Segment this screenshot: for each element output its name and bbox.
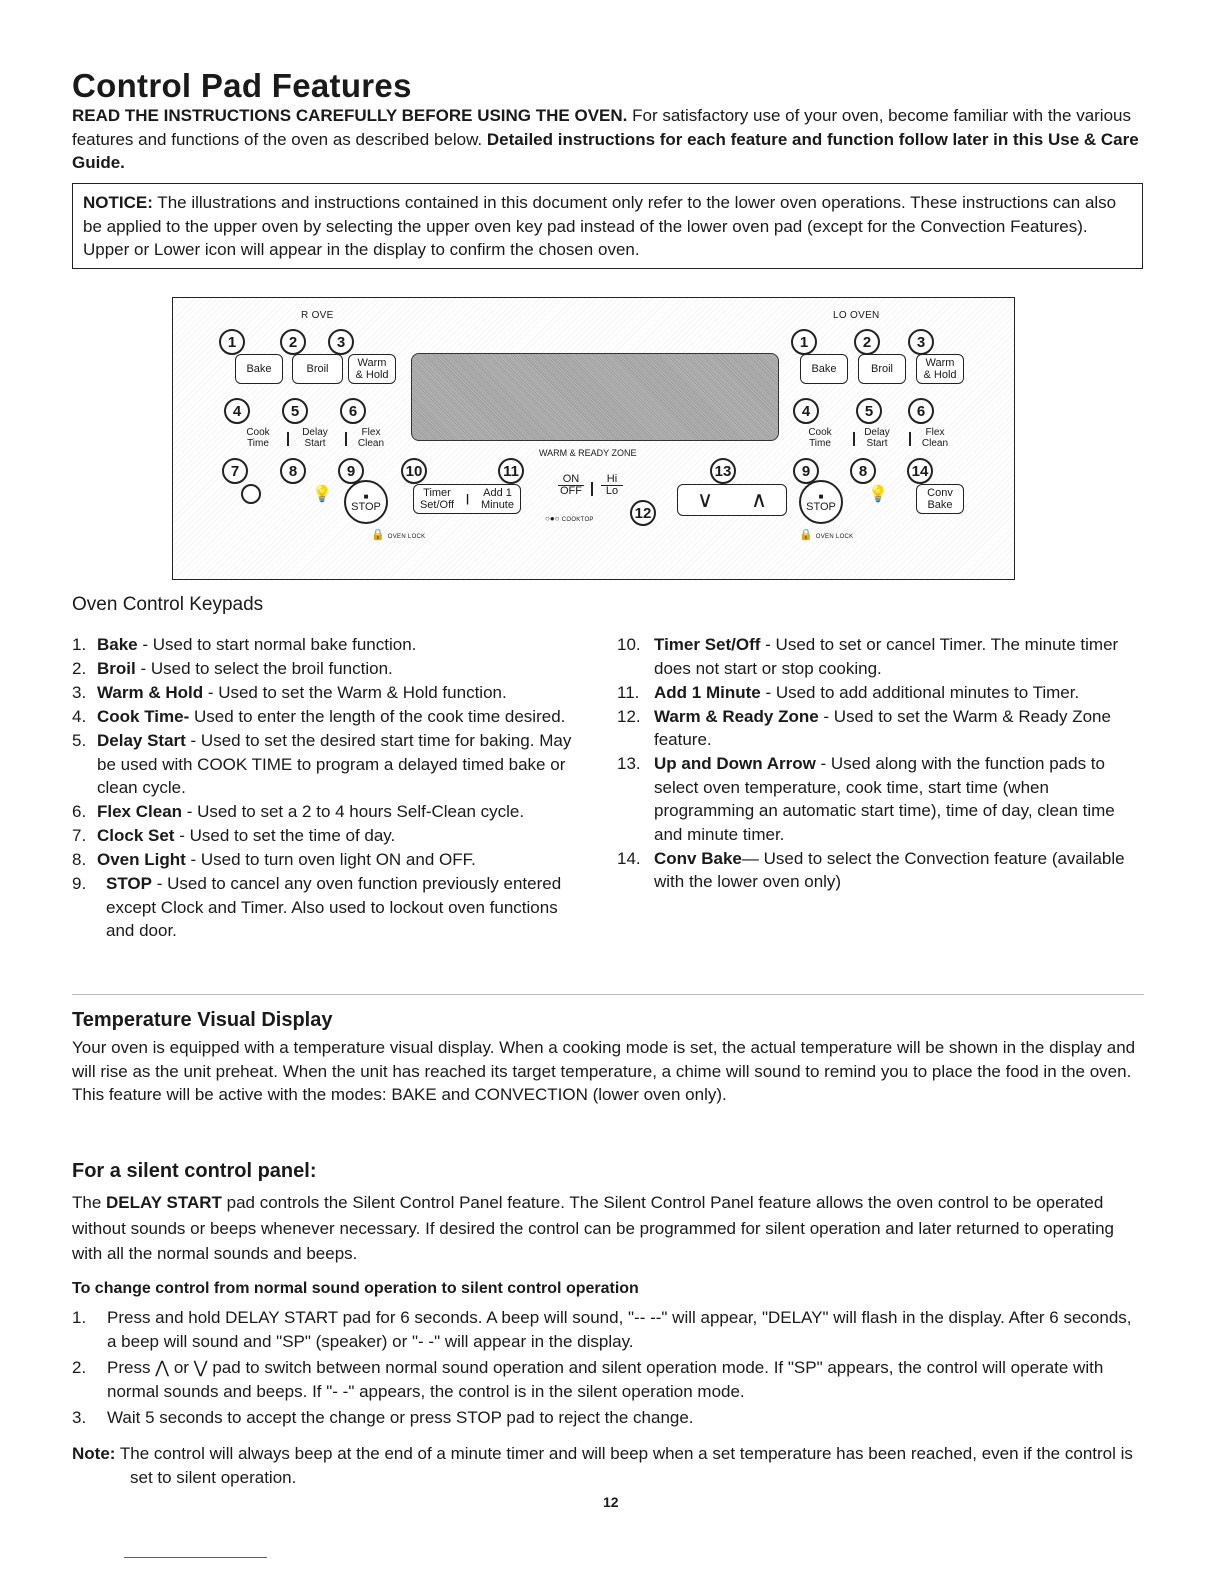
callout-9: 9 <box>338 458 364 484</box>
item-number: 11. <box>617 682 640 702</box>
bake-key-upper[interactable]: Bake <box>235 354 283 384</box>
notice-text: The illustrations and instructions contained in this document only refer to the lower oven operations. These instructions can also be applied to the upper oven by selecting the upper oven key pad instead of the lower oven pad (except for the Convection Features). Upper or Lower icon will appear in the display to confirm the chosen oven. <box>83 193 1117 259</box>
notice-label: NOTICE: <box>83 193 153 212</box>
item-text: - Used to cancel any oven function previously entered except Clock and Timer. Also used to lockout oven functions and door. <box>106 874 562 940</box>
key-text: Bake <box>927 499 953 511</box>
item-number: 14. <box>617 848 641 868</box>
warm-hold-key-lower[interactable] <box>916 354 964 384</box>
key-text: OFF <box>560 485 582 497</box>
key-text: Flex <box>925 427 945 438</box>
cook-time-key-upper[interactable] <box>243 427 273 449</box>
key-text: STOP <box>351 500 381 513</box>
callout-6-lower: 6 <box>908 398 934 424</box>
step-text: Press and hold DELAY START pad for 6 seconds. A beep will sound, "-- --" will appear, "DELAY" will flash in the display. After 6 seconds, a beep will sound and "SP" (speaker) or "- -" will appear in the display. <box>107 1308 1132 1351</box>
broil-key-upper[interactable]: Broil <box>292 354 343 384</box>
broil-key-lower[interactable]: Broil <box>858 354 906 384</box>
callout-1-lower: 1 <box>791 329 817 355</box>
silent-steps <box>72 1306 1144 1430</box>
item-number: 7. <box>72 826 87 845</box>
step-item <box>72 1406 1144 1430</box>
item-text: - Used to set the desired start time for baking. May be used with COOK TIME to program a delayed timed bake or clean cycle. <box>97 731 572 797</box>
key-text: Warm <box>925 357 955 369</box>
item-text: - Used to set the time of day. <box>174 826 396 845</box>
item-text: - Used to start normal bake function. <box>137 635 417 654</box>
page-title: Control Pad Features <box>72 67 412 104</box>
text-bold: DELAY START <box>106 1193 222 1212</box>
cook-time-key-lower[interactable] <box>805 427 835 449</box>
item-keyword: Add 1 Minute <box>654 682 761 702</box>
item-text: - Used to set the Warm & Hold function. <box>203 683 507 702</box>
keypad-item <box>617 633 1147 680</box>
step-item <box>72 1306 1144 1353</box>
flex-clean-key-lower[interactable] <box>919 427 951 449</box>
warm-zone-on-off-key[interactable] <box>558 474 584 497</box>
item-number: 5. <box>72 731 87 750</box>
oven-lock-upper <box>371 528 425 541</box>
callout-12: 12 <box>630 500 656 526</box>
callout-4: 4 <box>224 398 250 424</box>
intro-detail: Detailed instructions for each feature and function follow later in this Use & Care Guide. <box>72 129 1139 172</box>
key-text: Timer <box>423 487 451 499</box>
key-text: Cook <box>808 427 832 438</box>
key-text: Lo <box>605 485 619 497</box>
warm-zone-hi-lo-key[interactable] <box>601 474 623 497</box>
callout-2: 2 <box>280 329 306 355</box>
step-number: 3. <box>72 1408 87 1427</box>
key-text: Clean <box>357 438 385 449</box>
item-keyword: Up and Down Arrow <box>654 754 816 773</box>
item-text: - Used to select the broil function. <box>135 659 393 678</box>
down-arrow-icon[interactable]: ∨ <box>696 487 714 512</box>
item-keyword: Conv Bake <box>654 848 742 868</box>
item-number: 8. <box>72 850 87 869</box>
item-text: — Used to select the Convection feature (available with the lower oven only) <box>654 848 1125 891</box>
warm-ready-zone-label: WARM & READY ZONE <box>539 448 637 458</box>
light-bulb-icon[interactable]: 💡 <box>312 486 332 503</box>
temp-display-text: Your oven is equipped with a temperature visual display. When a cooking mode is set, the actual temperature will be shown in the display and will rise as the unit preheat. When the unit has reached its target temperature, a chime will sound to remind you to place the food in the oven. This feature will be active with the modes: BAKE and CONVECTION (lower oven only). <box>72 1038 1136 1104</box>
separator <box>591 482 593 496</box>
cooktop-label: COOKTOP <box>561 517 594 523</box>
cooktop-indicator: ○●○ COOKTOP <box>545 514 594 523</box>
text: pad controls the Silent Control Panel feature. The Silent Control Panel feature allows the oven control to be operated without sounds or beeps whenever necessary. If desired the control can be programmed for silent operation and later returned to operating with all the normal sounds and beeps. <box>72 1193 1115 1263</box>
flex-clean-key-upper[interactable] <box>355 427 387 449</box>
control-panel-diagram <box>172 297 1015 580</box>
keypad-item <box>72 824 582 848</box>
key-text: Delay <box>302 427 328 438</box>
item-text: - Used to add additional minutes to Timer. <box>760 682 1080 702</box>
keypad-list-right <box>617 633 1147 894</box>
keypad-item <box>72 872 582 943</box>
callout-14: 14 <box>907 458 933 484</box>
light-bulb-icon[interactable]: 💡 <box>868 486 888 503</box>
callout-7: 7 <box>222 458 248 484</box>
bake-key-lower[interactable]: Bake <box>800 354 848 384</box>
item-number: 1. <box>72 635 87 654</box>
oven-lock-label: OVEN LOCK <box>387 534 426 540</box>
silent-panel-text <box>72 1190 1144 1267</box>
item-number: 6. <box>72 802 87 821</box>
note-text: The control will always beep at the end of a minute timer and will beep when a set temperature has been reached, even if the control is set to silent operation. <box>115 1444 1133 1487</box>
section-divider <box>72 994 1144 995</box>
item-number: 3. <box>72 683 87 702</box>
keypad-item <box>617 752 1147 846</box>
callout-1: 1 <box>219 329 245 355</box>
page-header <box>72 68 1144 175</box>
key-text: Conv <box>927 487 953 499</box>
item-keyword: Oven Light <box>97 850 186 869</box>
key-text: Warm <box>357 357 387 369</box>
keypad-item <box>72 633 582 657</box>
callout-13: 13 <box>710 458 736 484</box>
stop-square-icon: ■ <box>818 491 824 501</box>
keypad-item <box>72 705 582 729</box>
timer-key[interactable] <box>413 484 521 514</box>
item-text: Used to enter the length of the cook time desired. <box>189 707 566 726</box>
item-keyword: Delay Start <box>97 731 186 750</box>
callout-5: 5 <box>282 398 308 424</box>
lock-icon: 🔒 <box>371 529 385 541</box>
callout-2-lower: 2 <box>854 329 880 355</box>
item-keyword: Clock Set <box>97 826 175 845</box>
separator <box>909 432 911 446</box>
conv-bake-key[interactable] <box>916 484 964 514</box>
item-text: - Used to set a 2 to 4 hours Self-Clean cycle. <box>182 802 525 821</box>
stop-square-icon: ■ <box>363 491 369 501</box>
up-arrow-icon[interactable]: ∧ <box>750 487 768 512</box>
warm-hold-key-upper[interactable] <box>348 354 396 384</box>
key-text: STOP <box>806 500 836 513</box>
lower-oven-label: LO OVEN <box>833 310 880 321</box>
keypad-item <box>72 657 582 681</box>
keypad-item <box>72 848 582 872</box>
item-number: 2. <box>72 659 87 678</box>
key-text: & Hold <box>355 369 389 381</box>
step-number: 2. <box>72 1358 87 1377</box>
notice-box <box>72 183 1143 269</box>
item-keyword: Cook Time- <box>97 707 190 726</box>
text: The <box>72 1193 107 1212</box>
delay-start-key-upper[interactable] <box>299 427 331 449</box>
key-text: Clean <box>921 438 949 449</box>
keypad-item <box>72 681 582 705</box>
lock-icon: 🔒 <box>799 529 813 541</box>
key-text: & Hold <box>923 369 957 381</box>
item-keyword: Timer Set/Off <box>654 635 761 654</box>
key-text: Cook <box>246 427 270 438</box>
step-text: Wait 5 seconds to accept the change or press STOP pad to reject the change. <box>107 1408 694 1427</box>
separator <box>287 432 289 446</box>
silent-panel-heading: For a silent control panel: <box>72 1160 317 1182</box>
item-keyword: STOP <box>106 874 152 893</box>
display-window <box>411 353 779 441</box>
key-text: Hi <box>601 474 623 486</box>
intro-text: For satisfactory use of your oven, become familiar with the various features and functions of the oven as described below. <box>72 106 1131 149</box>
keypad-item <box>617 847 1147 894</box>
keypad-item <box>617 681 1147 705</box>
item-number: 10. <box>617 635 641 654</box>
timer-set-off-key[interactable] <box>420 487 454 511</box>
step-number: 1. <box>72 1308 87 1327</box>
keypads-heading: Oven Control Keypads <box>72 594 264 615</box>
key-text: Start <box>866 438 888 449</box>
item-keyword: Warm & Hold <box>97 683 204 702</box>
item-number: 13. <box>617 754 641 773</box>
oven-lock-label: OVEN LOCK <box>815 534 854 540</box>
delay-start-key-lower[interactable] <box>861 427 893 449</box>
callout-10: 10 <box>401 458 427 484</box>
silent-subheading: To change control from normal sound operation to silent control operation <box>72 1280 639 1297</box>
oven-lock-lower <box>799 528 853 541</box>
keypad-item <box>72 729 582 800</box>
callout-4-lower: 4 <box>793 398 819 424</box>
callout-3: 3 <box>328 329 354 355</box>
step-item <box>72 1356 1144 1403</box>
note-paragraph <box>72 1442 1144 1489</box>
callout-8-lower: 8 <box>850 458 876 484</box>
item-keyword: Bake <box>97 635 138 654</box>
page-number: 12 <box>603 1494 619 1510</box>
item-text: - Used to turn oven light ON and OFF. <box>185 850 476 869</box>
key-text: Flex <box>361 427 381 438</box>
stop-key-upper[interactable] <box>344 480 388 524</box>
stop-key-lower[interactable] <box>799 480 843 524</box>
separator <box>345 432 347 446</box>
item-number: 9. <box>72 874 87 893</box>
key-text: ON <box>558 474 584 486</box>
key-text: Time <box>247 438 269 449</box>
callout-11: 11 <box>498 458 524 484</box>
arrow-keys[interactable] <box>677 484 787 516</box>
key-text: Add 1 <box>483 487 512 499</box>
temp-display-heading: Temperature Visual Display <box>72 1009 333 1031</box>
item-text: - Used to set or cancel Timer. The minute timer does not start or stop cooking. <box>654 635 1119 678</box>
callout-6: 6 <box>340 398 366 424</box>
footer-line <box>124 1557 267 1558</box>
intro-paragraph <box>72 104 1144 175</box>
keypad-list-left <box>72 633 582 943</box>
item-keyword: Flex Clean <box>97 802 183 821</box>
callout-5-lower: 5 <box>856 398 882 424</box>
item-keyword: Warm & Ready Zone <box>654 706 819 726</box>
key-text: Minute <box>480 499 514 511</box>
item-text: - Used along with the function pads to select oven temperature, cook time, start time (when programming an automatic start time), time of day, clean time and minute timer. <box>654 754 1115 844</box>
item-text: - Used to set the Warm & Ready Zone feature. <box>654 706 1111 749</box>
callout-9-lower: 9 <box>793 458 819 484</box>
key-text: Set/Off <box>419 499 455 511</box>
keypad-item <box>72 800 582 824</box>
add-1-minute-key[interactable] <box>481 487 514 511</box>
callout-8: 8 <box>280 458 306 484</box>
key-text: Time <box>809 438 831 449</box>
item-keyword: Broil <box>97 659 136 678</box>
item-number: 4. <box>72 707 87 726</box>
step-text: Press ⋀ or ⋁ pad to switch between normal sound operation and silent operation mode. If "SP" appears, the control will operate with normal sounds and beeps. If "- -" appears, the control is in the silent operation mode. <box>107 1358 1104 1401</box>
callout-3-lower: 3 <box>908 329 934 355</box>
note-label: Note: <box>72 1444 116 1463</box>
keypad-item <box>617 705 1147 752</box>
upper-oven-label: R OVE <box>301 310 334 321</box>
item-number: 12. <box>617 706 641 726</box>
key-text: Start <box>304 438 326 449</box>
separator <box>853 432 855 446</box>
intro-warning: READ THE INSTRUCTIONS CAREFULLY BEFORE USING THE OVEN. <box>72 106 628 125</box>
separator: | <box>465 493 470 505</box>
clock-icon[interactable] <box>241 484 261 504</box>
key-text: Delay <box>864 427 890 438</box>
